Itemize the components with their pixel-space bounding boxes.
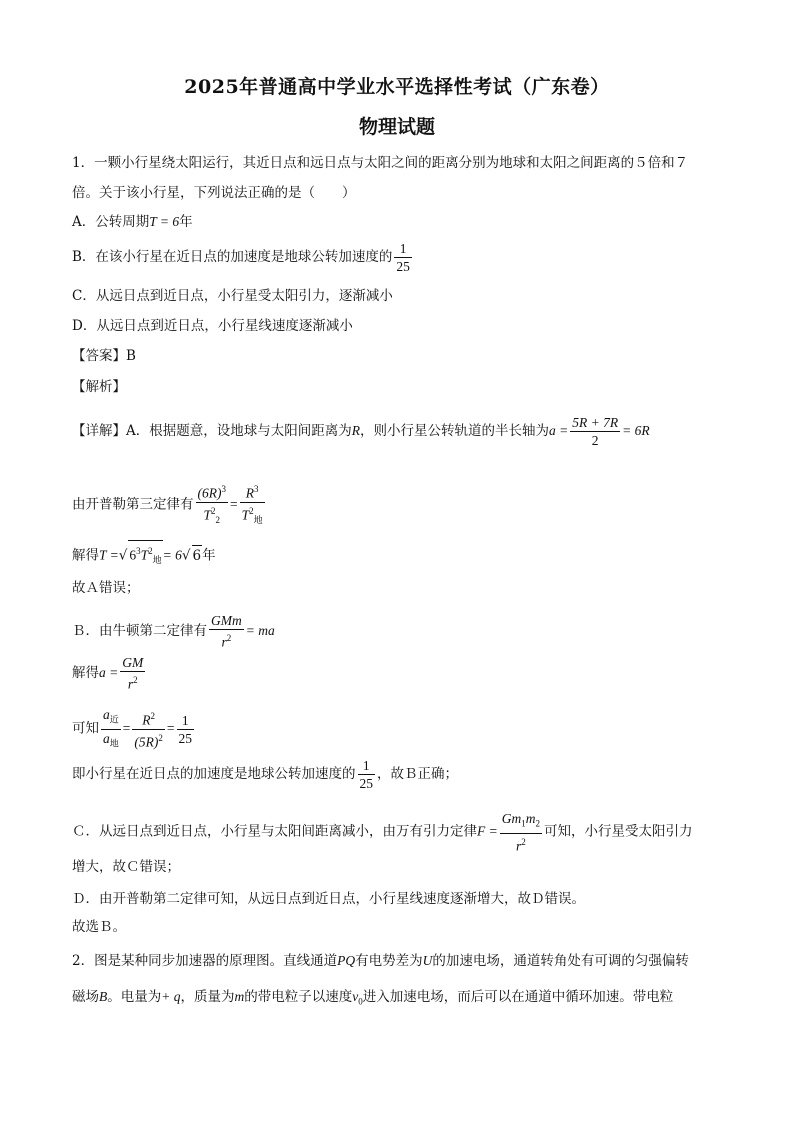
kepler3-rhs-den-sup: 2: [249, 505, 254, 516]
q2-text-d: 磁场: [72, 989, 99, 1005]
kepler3-rhs-num: R: [245, 485, 255, 501]
q2-text-e: 。电量为: [107, 989, 162, 1005]
q1-detail-a: [72, 414, 650, 449]
kepler3-rhs-fraction: [240, 481, 265, 529]
q2-var-v: v: [352, 989, 359, 1004]
q2-line1: [72, 951, 689, 971]
fraction-numerator: 1: [177, 712, 195, 730]
gravity-num-sub2: 2: [535, 818, 540, 829]
q2-text-a: 2．图是某种同步加速器的原理图。直线通道: [72, 953, 338, 969]
fraction-denominator: 25: [178, 730, 193, 746]
ratio-text: 可知: [72, 720, 99, 737]
q2-text-f: ，质量为: [180, 989, 235, 1005]
denominator-sup: 2: [133, 675, 138, 685]
c-gravity-line: [72, 810, 692, 854]
kepler3-rhs-den: T: [241, 507, 250, 522]
detail-text-mid: ，则小行星公转轨道的半长轴为: [360, 423, 549, 439]
kepler-third-law-line: 由开普勒第三定律有 $\frac{(6R)^3}{T^2_2}$ = $\frac{R^3}{T^2_地}$: [72, 481, 267, 529]
semi-major-axis-fraction: [570, 414, 620, 449]
fraction-denominator: 25: [359, 776, 373, 791]
answer-label: 【答案】: [72, 348, 126, 364]
a-wrong-line: 故Ａ错误；: [72, 580, 140, 596]
exam-title: 2025年普通高中学业水平选择性考试（广东卷）: [184, 76, 610, 98]
d-wrong-line: Ｄ．由开普勒第二定律可知，从远日点到近日点，小行星线速度逐渐增大，故Ｄ错误。: [72, 891, 585, 907]
fraction-numerator: GM: [122, 655, 144, 670]
c-text-suffix: 可知，小行星受太阳引力: [543, 823, 693, 840]
q1-option-b: [72, 240, 414, 275]
q2-var-u: U: [422, 953, 433, 968]
q1-option-b-text: B．在该小行星在近日点的加速度是地球公转加速度的: [72, 249, 393, 265]
ratio-num-sub: 近: [109, 714, 119, 725]
q2-var-v-sub: 0: [358, 996, 363, 1007]
sqrt-t-sub: 地: [152, 555, 162, 566]
solve-t-unit: 年: [202, 547, 216, 564]
q1-analysis-label: 【解析】: [72, 379, 126, 395]
ratio-num: a: [103, 707, 110, 722]
exam-subtitle: 物理试题: [358, 116, 435, 138]
sqrt-base: 6: [129, 547, 137, 563]
detail-var-a: a =: [549, 423, 569, 438]
q1-option-d: D．从远日点到近日点，小行星线速度逐渐减小: [72, 318, 353, 334]
fraction-denominator: r: [127, 676, 134, 692]
kepler3-lhs-den: T: [203, 507, 211, 522]
kepler3-rhs-den-sub: 地: [253, 514, 263, 525]
kepler3-lhs-den-sup: 2: [211, 505, 216, 516]
q2-var-q: + q: [161, 989, 181, 1004]
solve-a-fraction: [120, 654, 145, 693]
gravity-num: Gm: [501, 811, 522, 826]
solve-acceleration-line: [72, 654, 147, 693]
c-wrong-line: 增大，故Ｃ错误；: [72, 859, 180, 875]
kepler3-lhs-fraction: [196, 481, 229, 529]
solve-t-lhs: T =: [99, 547, 119, 563]
denominator-sup: 2: [521, 836, 526, 847]
newton-fraction: [209, 612, 244, 651]
q2-text-b: 有电势差为: [355, 953, 423, 969]
q1-answer: [72, 346, 136, 366]
b-conclusion-suffix: ，故Ｂ正确；: [377, 766, 458, 782]
q2-var-m: m: [234, 989, 245, 1004]
denominator-sup: 2: [226, 633, 232, 643]
q1-choose-line: 故选Ｂ。: [72, 919, 126, 935]
sqrt-t: T: [140, 547, 149, 563]
fraction-numerator: 1: [358, 757, 376, 775]
fraction-denominator: r: [221, 634, 227, 650]
kepler3-lhs-num: (6R): [197, 485, 222, 501]
solve-a-lhs: a =: [99, 664, 119, 680]
q2-line2: [72, 987, 673, 1012]
acceleration-ratio-line: 可知 $\frac{a_近}{a_地}$ = $\frac{R^2}{(5R)^2}$ = $\frac{1}{25}$: [72, 706, 196, 752]
answer-value: B: [126, 348, 136, 364]
q1-stem-line2: 倍。关于该小行星，下列说法正确的是（ ）: [72, 185, 356, 201]
b-conclusion-fraction: [358, 757, 376, 792]
b-conclusion-line: [72, 757, 458, 792]
ratio-mid-num: R: [142, 712, 151, 728]
fraction-denominator: r: [515, 838, 522, 854]
kepler3-lhs-num-sup: 3: [221, 484, 226, 494]
fraction-denominator: 25: [396, 259, 410, 274]
q2-text-g: 的带电粒子以速度: [244, 989, 353, 1005]
sqrt-expression: [128, 540, 162, 570]
ratio-den: a: [103, 730, 110, 746]
c-force-lhs: F =: [477, 823, 498, 839]
solve-period-line: 解得T =√ $6^3T^2_地= 6√$ 6年: [72, 540, 216, 570]
b-conclusion-text: 即小行星在近日点的加速度是地球公转加速度的: [72, 766, 356, 782]
newton-second-law-line: [72, 612, 275, 651]
kepler3-lhs-den-sub: 2: [215, 514, 220, 525]
q2-var-pq: PQ: [337, 953, 356, 968]
q1-option-a-suffix: 年: [179, 214, 193, 230]
sqrt-six: 6: [192, 545, 203, 566]
q1-stem-line1: 1．一颗小行星绕太阳运行，其近日点和远日点与太阳之间的距离分别为地球和太阳之间距离的５倍和７: [72, 155, 689, 171]
gravity-num-m2: m: [525, 811, 536, 826]
ratio-den-sub: 地: [109, 738, 119, 749]
newton-rhs: = ma: [245, 622, 275, 638]
sqrt-base-sup: 3: [136, 546, 141, 556]
q1-option-b-fraction: [394, 240, 412, 275]
fraction-numerator: 5R + 7R: [572, 415, 619, 430]
q1-option-a-math: T = 6: [149, 214, 180, 229]
q2-text-c: 的加速电场，通道转角处有可调的匀强偏转: [432, 953, 689, 969]
q2-var-b: B: [99, 989, 108, 1004]
solve-a-text: 解得: [72, 664, 99, 681]
q2-text-h: 进入加速电场，而后可以在通道中循环加速。带电粒: [362, 989, 674, 1005]
ratio-mid-den: (5R): [134, 734, 159, 750]
kepler3-text: 由开普勒第三定律有: [72, 496, 194, 513]
ratio-fraction: [101, 706, 121, 752]
gravity-fraction: [500, 810, 542, 854]
q1-option-a-prefix: A．公转周期: [72, 214, 150, 230]
q1-option-a: [72, 212, 193, 232]
detail-text: 【详解】A．根据题意，设地球与太阳间距离为: [72, 423, 352, 439]
solve-t-eq: = 6: [162, 547, 182, 563]
detail-var-r: R: [351, 423, 360, 438]
newton-text: Ｂ．由牛顿第二定律有: [72, 622, 207, 639]
detail-result: = 6R: [622, 423, 650, 438]
ratio-mid-fraction: [132, 708, 165, 750]
solve-t-text: 解得: [72, 547, 99, 564]
ratio-mid-num-sup: 2: [150, 711, 156, 722]
sqrt-t-sup: 2: [148, 546, 153, 556]
fraction-denominator: 2: [591, 433, 599, 448]
c-text: Ｃ．从远日点到近日点，小行星与太阳间距离减小，由万有引力定律: [72, 823, 477, 840]
ratio-result-fraction: [177, 712, 195, 747]
gravity-num-sub1: 1: [521, 818, 526, 829]
fraction-numerator: GMm: [211, 613, 242, 628]
fraction-numerator: 1: [394, 240, 412, 258]
q1-option-c: C．从远日点到近日点，小行星受太阳引力，逐渐减小: [72, 288, 393, 304]
ratio-mid-den-sup: 2: [158, 732, 163, 743]
kepler3-rhs-num-sup: 3: [254, 484, 259, 494]
